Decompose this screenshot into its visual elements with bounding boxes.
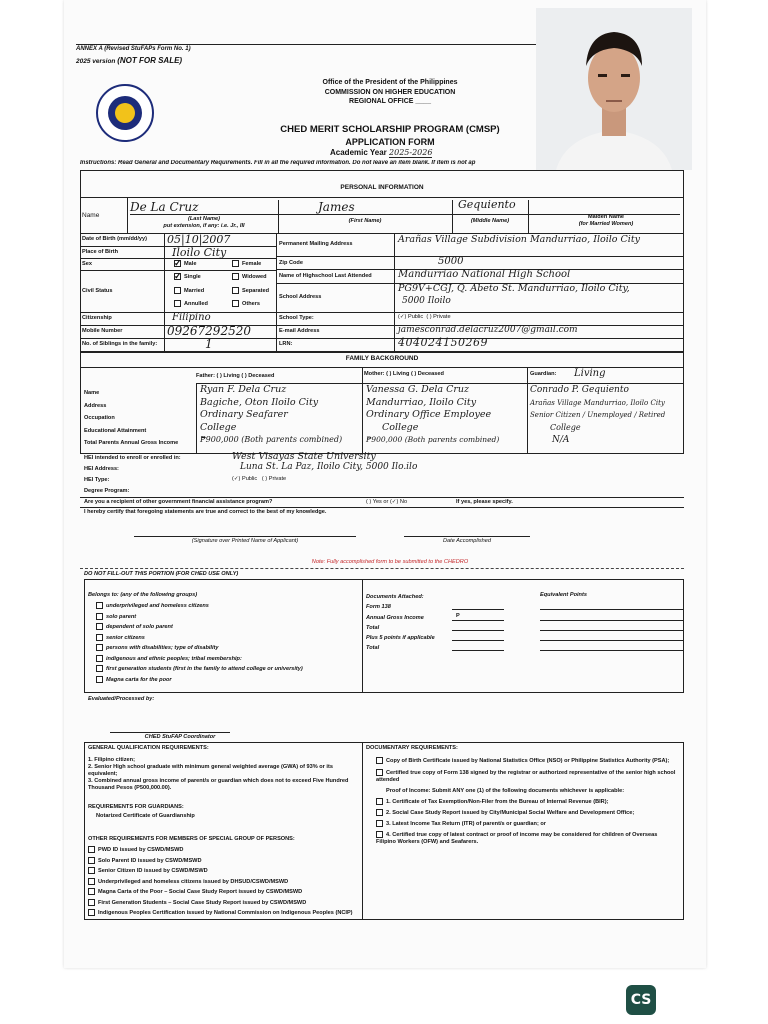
civil-annulled-option[interactable] xyxy=(174,300,208,308)
doc-label: Certified true copy of Form 138 signed by the registrar or authorized representative of the senior high school attended xyxy=(376,769,676,783)
coordinator-caption: CHED StuFAP Coordinator xyxy=(144,734,216,740)
doc-item[interactable] xyxy=(376,820,678,828)
mother-header xyxy=(364,371,444,378)
checkbox-icon xyxy=(96,676,103,683)
checkbox-icon xyxy=(174,287,181,294)
version-text: 2025 version xyxy=(76,58,116,65)
doc-label: Proof of Income: Submit ANY one (1) of the following documents whichever is applicable: xyxy=(386,787,625,794)
doc-item[interactable] xyxy=(376,757,678,765)
docs-total: Total xyxy=(366,624,380,631)
doc-label: Copy of Birth Certificate issued by National Statistics Office (NSO) or Philippine Statistics Authority (PSA); xyxy=(386,757,670,764)
office-use-title: DO NOT FILL-OUT THIS PORTION (FOR CHED USE ONLY) xyxy=(84,571,239,577)
civil-status-label: Civil Status xyxy=(82,288,113,294)
guardians-title: REQUIREMENTS FOR GUARDIANS: xyxy=(88,804,184,810)
recipient-options[interactable]: ( ) Yes or (✓) No xyxy=(366,499,408,505)
group-item[interactable] xyxy=(96,676,303,684)
pob-label: Place of Birth xyxy=(82,249,119,255)
group-item[interactable] xyxy=(96,655,303,663)
belongs-label: Belongs to: (any of the following groups) xyxy=(88,592,198,598)
doc-item[interactable] xyxy=(376,769,678,784)
group-label: dependent of solo parent xyxy=(106,624,173,631)
special-item[interactable] xyxy=(88,878,353,886)
father-header xyxy=(196,373,274,380)
hei-type-options[interactable]: (✓) Public ( ) Private xyxy=(232,476,287,482)
group-label: persons with disabilities; type of disability xyxy=(106,645,219,652)
maiden-caption-1: Maiden Name xyxy=(587,214,625,220)
school-type-private: Private xyxy=(433,314,451,320)
school-type-label: School Type: xyxy=(279,315,314,321)
group-label: solo parent xyxy=(106,613,137,620)
mother-living[interactable]: ( ) Living xyxy=(386,371,410,377)
doc-item xyxy=(376,788,678,795)
special-item[interactable] xyxy=(88,846,353,854)
civil-married-option[interactable] xyxy=(174,287,204,295)
civil-others-label: Others xyxy=(242,300,261,307)
civil-others-option[interactable] xyxy=(232,300,260,308)
checkbox-icon xyxy=(88,909,95,916)
mother-deceased[interactable]: ( ) Deceased xyxy=(410,371,444,377)
citizenship-value[interactable]: Filipino xyxy=(172,312,211,323)
docs-annual-income: Annual Gross Income xyxy=(366,614,424,621)
hei-intended-label: HEI intended to enroll or enrolled in: xyxy=(84,455,181,461)
siblings-value[interactable]: 1 xyxy=(205,337,213,351)
middle-name-caption: (Middle Name) xyxy=(470,218,510,224)
checkbox-icon xyxy=(88,878,95,885)
mobile-label: Mobile Number xyxy=(82,328,123,334)
pob-value[interactable]: Iloilo City xyxy=(172,246,227,259)
civil-widowed-label: Widowed xyxy=(242,273,267,280)
group-item[interactable] xyxy=(96,665,303,673)
checkbox-icon xyxy=(88,899,95,906)
recipient-no: No xyxy=(399,499,408,505)
mother-education[interactable]: College xyxy=(382,421,419,433)
doc-label: 3. Latest Income Tax Return (ITR) of parent/s or guardian; or xyxy=(386,820,546,827)
camscanner-badge-logo: CS xyxy=(626,985,656,1015)
group-item[interactable] xyxy=(96,613,303,621)
checkbox-icon xyxy=(174,260,181,267)
email-label: E-mail Address xyxy=(279,328,320,334)
recipient-specify: If yes, please specify. xyxy=(456,499,513,505)
group-label: Magna carta for the poor xyxy=(106,677,172,684)
header-rule xyxy=(76,44,536,45)
docs-form-138: Form 138 xyxy=(366,604,391,611)
father-name[interactable]: Ryan F. Dela Cruz xyxy=(200,384,287,395)
sex-female-option[interactable] xyxy=(232,260,261,268)
checkbox-icon xyxy=(232,260,239,267)
doc-label: 1. Certificate of Tax Exemption/Non-Filer from the Bureau of Internal Revenue (BIR); xyxy=(386,798,609,805)
special-item[interactable] xyxy=(88,867,353,875)
dob-value[interactable]: 05|10|2007 xyxy=(167,233,231,246)
lrn-value[interactable]: 404024150269 xyxy=(398,336,488,349)
checkbox-icon xyxy=(232,273,239,280)
civil-single-label: Single xyxy=(184,273,201,280)
address-value[interactable]: Arañas Village Subdivision Mandurriao, Iloilo City xyxy=(398,234,641,245)
checkbox-icon xyxy=(376,820,383,827)
school-address-line-1[interactable]: PG9V+CGJ, Q. Abeto St. Mandurriao, Iloilo City, xyxy=(398,283,630,294)
checkbox-icon xyxy=(88,857,95,864)
docs-attached-column xyxy=(366,592,435,654)
checkbox-icon xyxy=(96,602,103,609)
hei-intended-value[interactable]: West Visayas State University xyxy=(232,451,376,462)
row-education: Educational Attainment xyxy=(84,427,147,434)
special-title: OTHER REQUIREMENTS FOR MEMBERS OF SPECIAL GROUP OF PERSONS: xyxy=(88,836,295,842)
row-income: Total Parents Annual Gross Income xyxy=(84,440,179,446)
father-education[interactable]: College xyxy=(200,421,237,433)
special-label: Solo Parent ID issued by CSWD/MSWD xyxy=(98,857,202,864)
academic-year-value: 2025-2026 xyxy=(389,148,433,157)
academic-year-label: Academic Year xyxy=(330,148,387,157)
school-type-public: Public xyxy=(407,314,424,320)
checkbox-icon xyxy=(96,634,103,641)
applicant-photo xyxy=(536,8,692,170)
special-item[interactable] xyxy=(88,899,353,907)
general-item: 1. Filipino citizen; xyxy=(88,757,135,763)
special-item[interactable] xyxy=(88,909,353,917)
academic-year xyxy=(330,148,432,157)
row-name: Name xyxy=(84,390,100,396)
checkbox-icon xyxy=(174,273,181,280)
ched-seal-logo xyxy=(96,84,154,142)
maiden-caption-2: (for Married Women) xyxy=(578,221,634,227)
mother-label: Mother: xyxy=(364,371,385,377)
father-label: Father: xyxy=(196,373,215,379)
citizenship-label: Citizenship xyxy=(82,315,112,321)
group-label: first generation students (first in the family to attend college or university) xyxy=(106,666,303,673)
civil-married-label: Married xyxy=(184,287,205,294)
checkbox-icon xyxy=(88,846,95,853)
first-name-caption: (First Name) xyxy=(348,218,382,224)
doc-item[interactable] xyxy=(376,831,678,846)
sex-male-label: Male xyxy=(184,260,197,267)
guardian-income[interactable]: N/A xyxy=(552,435,570,445)
guardian-column xyxy=(530,384,665,447)
groups-list xyxy=(96,602,303,687)
docs-attached-label: Documents Attached: xyxy=(366,594,424,600)
first-name-value[interactable]: James xyxy=(318,200,355,214)
group-label: indigenous and ethnic peoples; tribal membership: xyxy=(106,655,242,662)
docs-total-final: Total xyxy=(366,645,380,652)
lrn-label: LRN: xyxy=(279,341,293,347)
mother-occupation[interactable]: Ordinary Office Employee xyxy=(366,409,492,420)
general-list xyxy=(88,757,358,792)
last-name-caption-1: (Last Name) xyxy=(187,216,221,222)
doc-label: 4. Certified true copy of latest contract or proof of income may be considered for children of Overseas Filipino Workers (OFW) and Seafarers. xyxy=(376,831,658,845)
personal-section-title: PERSONAL INFORMATION xyxy=(340,184,424,191)
form-title: APPLICATION FORM xyxy=(345,137,435,147)
docs-plus-points: Plus 5 points if applicable xyxy=(366,635,435,642)
school-address-label: School Address xyxy=(279,294,322,300)
father-column xyxy=(200,384,342,447)
certify-statement: I hereby certify that foregoing statements are true and correct to the best of my knowledge. xyxy=(84,509,327,515)
checkbox-icon xyxy=(376,809,383,816)
office-line-2: COMMISSION ON HIGHER EDUCATION xyxy=(324,88,456,96)
family-row-labels xyxy=(84,387,178,450)
special-label: Senior Citizen ID issued by CSWD/MSWD xyxy=(98,868,208,875)
mobile-value[interactable]: 09267292520 xyxy=(167,324,251,338)
checkbox-icon xyxy=(88,867,95,874)
guardian-education[interactable]: College xyxy=(550,422,581,432)
instructions: Instructions: Read General and Documentary Requirements. Fill in all the required information. Do not leave an item blank. If item is not ap xyxy=(80,160,476,166)
hs-label: Name of Highschool Last Attended xyxy=(279,273,372,279)
last-name-caption xyxy=(130,216,278,230)
checkbox-icon xyxy=(376,831,383,838)
checkbox-icon xyxy=(232,300,239,307)
group-label: underprivileged and homeless citizens xyxy=(106,602,209,609)
hs-value[interactable]: Mandurriao National High School xyxy=(398,269,571,280)
father-occupation[interactable]: Ordinary Seafarer xyxy=(200,409,288,420)
general-item: 2. Senior High school graduate with minimum general weighted average (GWA) of 93% or its equivalent; xyxy=(88,764,333,777)
last-name-value[interactable]: De La Cruz xyxy=(130,200,199,214)
dob-label: Date of Birth (mm/dd/yy) xyxy=(82,236,147,242)
annex-line: ANNEX A (Revised StuFAPs Form No. 1) xyxy=(76,46,191,52)
peso-sign: P xyxy=(456,613,460,619)
civil-single-option[interactable] xyxy=(174,273,201,281)
hei-type-public: Public xyxy=(241,476,258,482)
recipient-yes: Yes or xyxy=(372,499,389,505)
mother-income[interactable]: ₱900,000 (Both parents combined) xyxy=(366,435,500,444)
mother-column xyxy=(366,384,499,447)
checkbox-icon xyxy=(88,888,95,895)
checkbox-icon xyxy=(376,798,383,805)
zip-value[interactable]: 5000 xyxy=(438,256,464,267)
last-name-caption-2: put extension, if any: i.e. Jr., III xyxy=(163,223,245,229)
special-list xyxy=(88,846,353,920)
group-item[interactable] xyxy=(96,602,303,610)
mother-address[interactable]: Mandurriao, Iloilo City xyxy=(366,396,477,408)
special-label: Underprivileged and homeless citizens issued by DHSUD/CSWD/MSWD xyxy=(98,878,289,885)
guardian-name[interactable]: Conrado P. Gequiento xyxy=(530,385,629,395)
office-line-3: REGIONAL OFFICE ____ xyxy=(349,98,431,105)
group-item[interactable] xyxy=(96,634,303,642)
checkbox-icon xyxy=(232,287,239,294)
special-item[interactable] xyxy=(88,857,353,865)
recipient-question: Are you a recipient of other government financial assistance program? xyxy=(84,499,273,505)
degree-label: Degree Program: xyxy=(84,488,130,494)
office-block xyxy=(290,78,490,107)
evaluated-label: Evaluated/Processed by: xyxy=(88,696,155,702)
group-item[interactable] xyxy=(96,644,303,652)
school-address-line-2[interactable]: 5000 Iloilo xyxy=(402,296,451,306)
guardian-status[interactable]: Living xyxy=(574,368,606,379)
civil-separated-option[interactable] xyxy=(232,287,269,295)
maiden-caption xyxy=(528,214,684,228)
zip-label: Zip Code xyxy=(279,260,303,266)
doc-list xyxy=(376,757,678,849)
doc-item[interactable] xyxy=(376,798,678,806)
address-label: Permanent Mailing Address xyxy=(279,241,353,247)
checkbox-icon xyxy=(96,644,103,651)
general-item: 3. Combined annual gross income of parent/s or guardian which does not to exceed Five Hundred Thousand Pesos (P500,000.00). xyxy=(88,778,349,791)
sex-label: Sex xyxy=(82,261,92,267)
special-label: Indigenous Peoples Certification issued by National Commission on Indigenous Peoples (NCIP) xyxy=(98,910,353,917)
submission-note: Note: Fully accomplished form to be submitted to the CHEDRO xyxy=(311,559,469,565)
checkbox-icon xyxy=(376,757,383,764)
not-for-sale: (NOT FOR SALE) xyxy=(117,56,183,65)
family-section-title: FAMILY BACKGROUND xyxy=(345,355,419,362)
checkbox-icon xyxy=(96,623,103,630)
checkbox-icon xyxy=(96,655,103,662)
doc-title: DOCUMENTARY REQUIREMENTS: xyxy=(366,745,458,751)
sex-female-label: Female xyxy=(242,260,262,267)
father-living[interactable]: ( ) Living xyxy=(216,373,240,379)
checkbox-icon xyxy=(376,769,383,776)
father-address[interactable]: Bagiche, Oton Iloilo City xyxy=(200,396,319,408)
equivalent-points-label: Equivalent Points xyxy=(540,592,587,598)
program-title: CHED MERIT SCHOLARSHIP PROGRAM (CMSP) xyxy=(280,124,500,135)
group-item[interactable] xyxy=(96,623,303,631)
special-item[interactable] xyxy=(88,888,353,896)
civil-annulled-label: Annulled xyxy=(184,300,208,307)
doc-item[interactable] xyxy=(376,809,678,817)
hei-address-label: HEI Address: xyxy=(84,466,119,472)
office-line-1: Office of the President of the Philippines xyxy=(322,79,458,86)
civil-widowed-option[interactable] xyxy=(232,273,267,281)
signature-caption: (Signature over Printed Name of Applicant) xyxy=(191,538,299,544)
middle-name-value[interactable]: Gequiento xyxy=(458,198,516,211)
version-line xyxy=(76,56,182,65)
checkbox-icon xyxy=(96,613,103,620)
group-label: senior citizens xyxy=(106,634,145,641)
mother-name[interactable]: Vanessa G. Dela Cruz xyxy=(366,384,470,395)
hei-type-private: Private xyxy=(268,476,287,482)
guardians-item: Notarized Certificate of Guardianship xyxy=(96,813,195,819)
special-label: Magna Carta of the Poor – Social Case Study Report issued by CSWD/MSWD xyxy=(98,889,303,896)
guardian-label: Guardian: xyxy=(530,371,557,377)
email-value[interactable]: jamesconrad.delacruz2007@gmail.com xyxy=(398,325,578,335)
date-caption: Date Accomplished xyxy=(443,538,491,544)
sex-male-option[interactable] xyxy=(174,260,196,268)
civil-separated-label: Separated xyxy=(242,287,270,294)
father-deceased[interactable]: ( ) Deceased xyxy=(241,373,275,379)
guardian-address[interactable]: Arañas Village Mandurriao, Iloilo City xyxy=(530,398,665,407)
siblings-label: No. of Siblings in the family: xyxy=(82,341,158,347)
checkbox-icon xyxy=(96,665,103,672)
guardian-occupation[interactable]: Senior Citizen / Unemployed / Retired xyxy=(530,411,666,419)
special-label: First Generation Students – Social Case Study Report issued by CSWD/MSWD xyxy=(98,899,307,906)
checkbox-icon xyxy=(174,300,181,307)
special-label: PWD ID issued by CSWD/MSWD xyxy=(98,846,184,853)
father-income[interactable]: ₱900,000 (Both parents combined) xyxy=(200,435,343,444)
row-occupation: Occupation xyxy=(84,415,115,421)
row-address: Address xyxy=(84,402,107,409)
doc-label: 2. Social Case Study Report issued by City/Municipal Social Welfare and Development Office; xyxy=(386,809,635,816)
hei-address-value[interactable]: Luna St. La Paz, Iloilo City, 5000 Ilo.ilo xyxy=(240,462,418,472)
name-label: Name xyxy=(82,212,100,219)
hei-type-label: HEI Type: xyxy=(84,477,110,483)
general-title: GENERAL QUALIFICATION REQUIREMENTS: xyxy=(88,745,209,751)
school-type-options[interactable]: (✓) Public ( ) Private xyxy=(398,314,451,320)
